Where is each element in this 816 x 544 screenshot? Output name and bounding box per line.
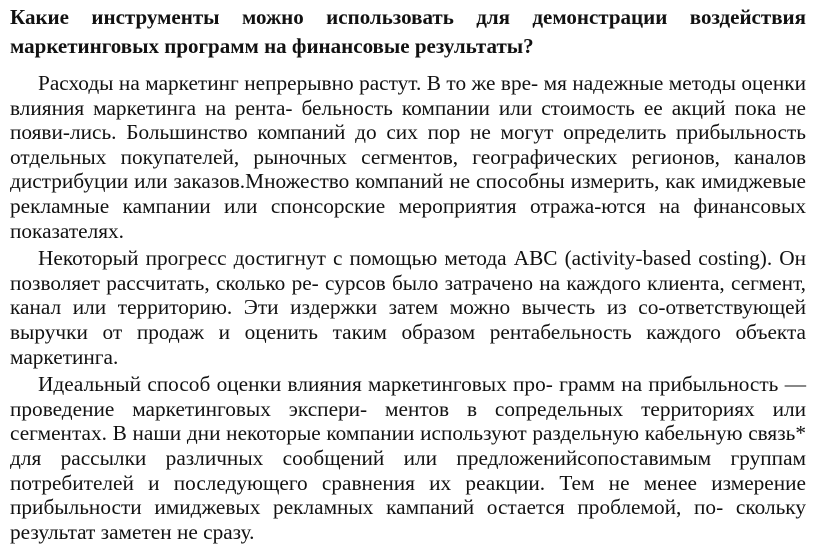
document-page xyxy=(10,0,806,544)
paragraph-abc-method: Некоторый прогресс достигнут с помощью метода ABC (activity-based costing). Он позволяет рассчитать, сколько ре- сурсов было затрачено на каждого клиента, сегмент, канал или территорию. Эти издержки затем можно вычесть из со-ответствующей выручки от продаж и оценить таким образом рентабельность каждого объекта маркетинга. xyxy=(10,246,806,369)
document-heading: Какие инструменты можно использовать для демонстрации воздействия маркетинговых программ на финансовые результаты? xyxy=(10,5,806,58)
paragraph-marketing-costs: Расходы на маркетинг непрерывно растут. В то же вре- мя надежные методы оценки влияния маркетинга на рента- бельность компании или стоимость ее акций пока не появи-лись. Большинство компаний до сих пор не могут определить прибыльность отдельных покупателей, рыночных сегментов, географических регионов, каналов дистрибуции или заказов.Множество компаний не способны измерить, как имиджевые рекламные кампании или спонсорские мероприятия отража-ются на финансовых показателях. xyxy=(10,71,806,243)
paragraph-marketing-experiments: Идеальный способ оценки влияния маркетинговых про- грамм на прибыльность — проведение маркетинговых экспери- ментов в сопредельных территориях или сегментах. В наши дни некоторые компании используют раздельную кабельную связь* для рассылки различных сообщений или предложенийсопоставимым группам потребителей и последующего сравнения их реакции. Тем не менее измерение прибыльности имиджевых рекламных кампаний остается проблемой, по- скольку результат заметен не сразу. xyxy=(10,372,806,544)
